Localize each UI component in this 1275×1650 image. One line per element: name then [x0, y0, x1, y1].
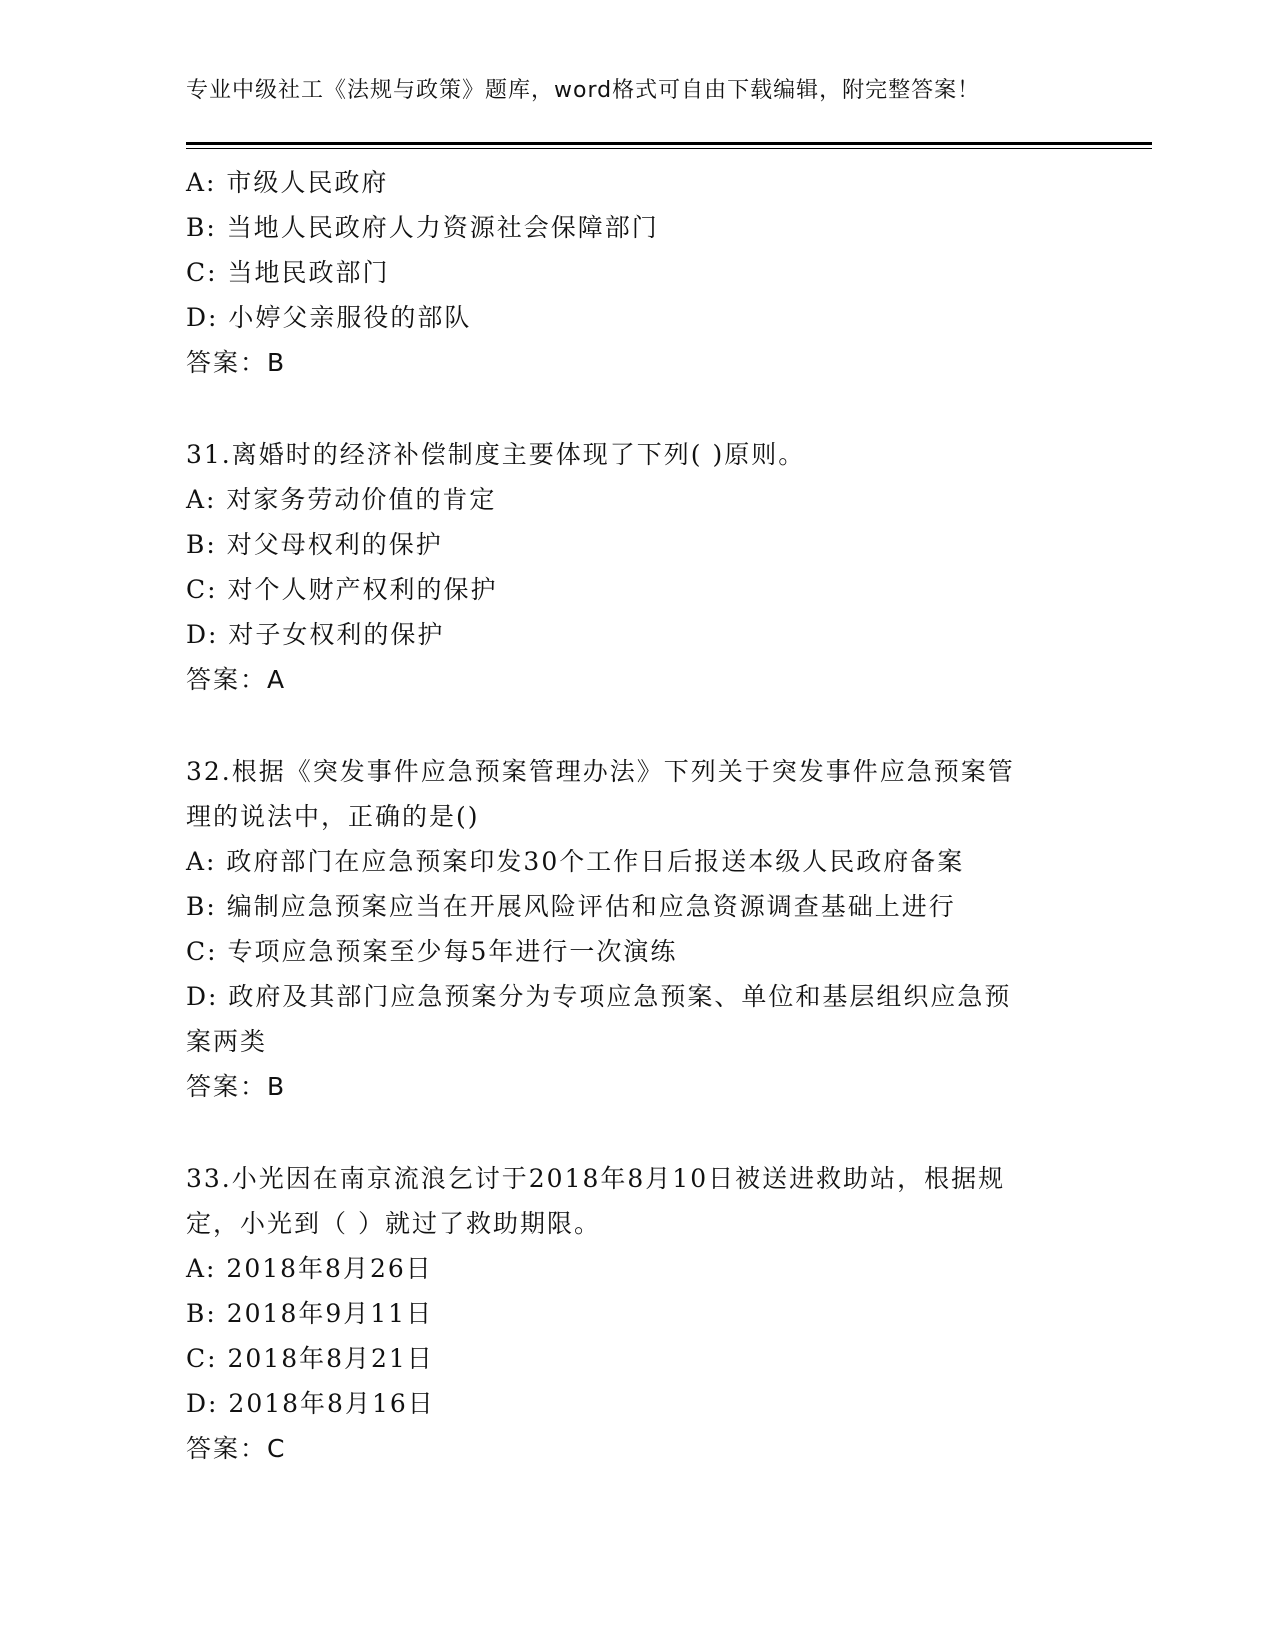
- option-b: B: 当地人民政府人力资源社会保障部门: [186, 213, 659, 242]
- option-b: B: 编制应急预案应当在开展风险评估和应急资源调查基础上进行: [186, 892, 956, 921]
- option-b: B: 2018年9月11日: [186, 1299, 434, 1328]
- header-divider-thick: [186, 142, 1152, 145]
- answer-line: 答案：B: [186, 348, 287, 377]
- question-block-33: [186, 1156, 1086, 1471]
- question-block-30: [186, 160, 1086, 385]
- question-text: 33.小光因在南京流浪乞讨于2018年8月10日被送进救助站，根据规: [186, 1164, 1006, 1193]
- answer-line: 答案：A: [186, 665, 287, 694]
- header-divider-thin: [186, 148, 1152, 149]
- question-block-32: [186, 749, 1086, 1109]
- option-d: D: 2018年8月16日: [186, 1389, 435, 1418]
- block-spacer: [186, 385, 1086, 432]
- question-text-continued: 理的说法中，正确的是(): [186, 802, 480, 831]
- question-text-continued: 定，小光到（ ）就过了救助期限。: [186, 1209, 601, 1238]
- block-spacer: [186, 702, 1086, 749]
- question-list: [186, 160, 1086, 1471]
- option-a: A: 2018年8月26日: [186, 1254, 433, 1283]
- option-d: D: 对子女权利的保护: [186, 620, 445, 649]
- question-text: 32.根据《突发事件应急预案管理办法》下列关于突发事件应急预案管: [186, 757, 1015, 786]
- option-c: C: 当地民政部门: [186, 258, 390, 287]
- option-d: D: 政府及其部门应急预案分为专项应急预案、单位和基层组织应急预: [186, 982, 1012, 1011]
- option-c: C: 2018年8月21日: [186, 1344, 434, 1373]
- option-c: C: 专项应急预案至少每5年进行一次演练: [186, 937, 678, 966]
- option-a: A: 对家务劳动价值的肯定: [186, 485, 497, 514]
- option-b: B: 对父母权利的保护: [186, 530, 443, 559]
- option-d: D: 小婷父亲服役的部队: [186, 303, 472, 332]
- block-spacer: [186, 1109, 1086, 1156]
- option-a: A: 市级人民政府: [186, 168, 389, 197]
- answer-line: 答案：B: [186, 1072, 287, 1101]
- answer-line: 答案：C: [186, 1434, 287, 1463]
- question-block-31: [186, 432, 1086, 702]
- question-text: 31.离婚时的经济补偿制度主要体现了下列( )原则。: [186, 440, 806, 469]
- option-d-continued: 案两类: [186, 1027, 268, 1056]
- option-c: C: 对个人财产权利的保护: [186, 575, 498, 604]
- page-header: 专业中级社工《法规与政策》题库，word格式可自由下载编辑，附完整答案！: [186, 78, 981, 103]
- option-a: A: 政府部门在应急预案印发30个工作日后报送本级人民政府备案: [186, 847, 965, 876]
